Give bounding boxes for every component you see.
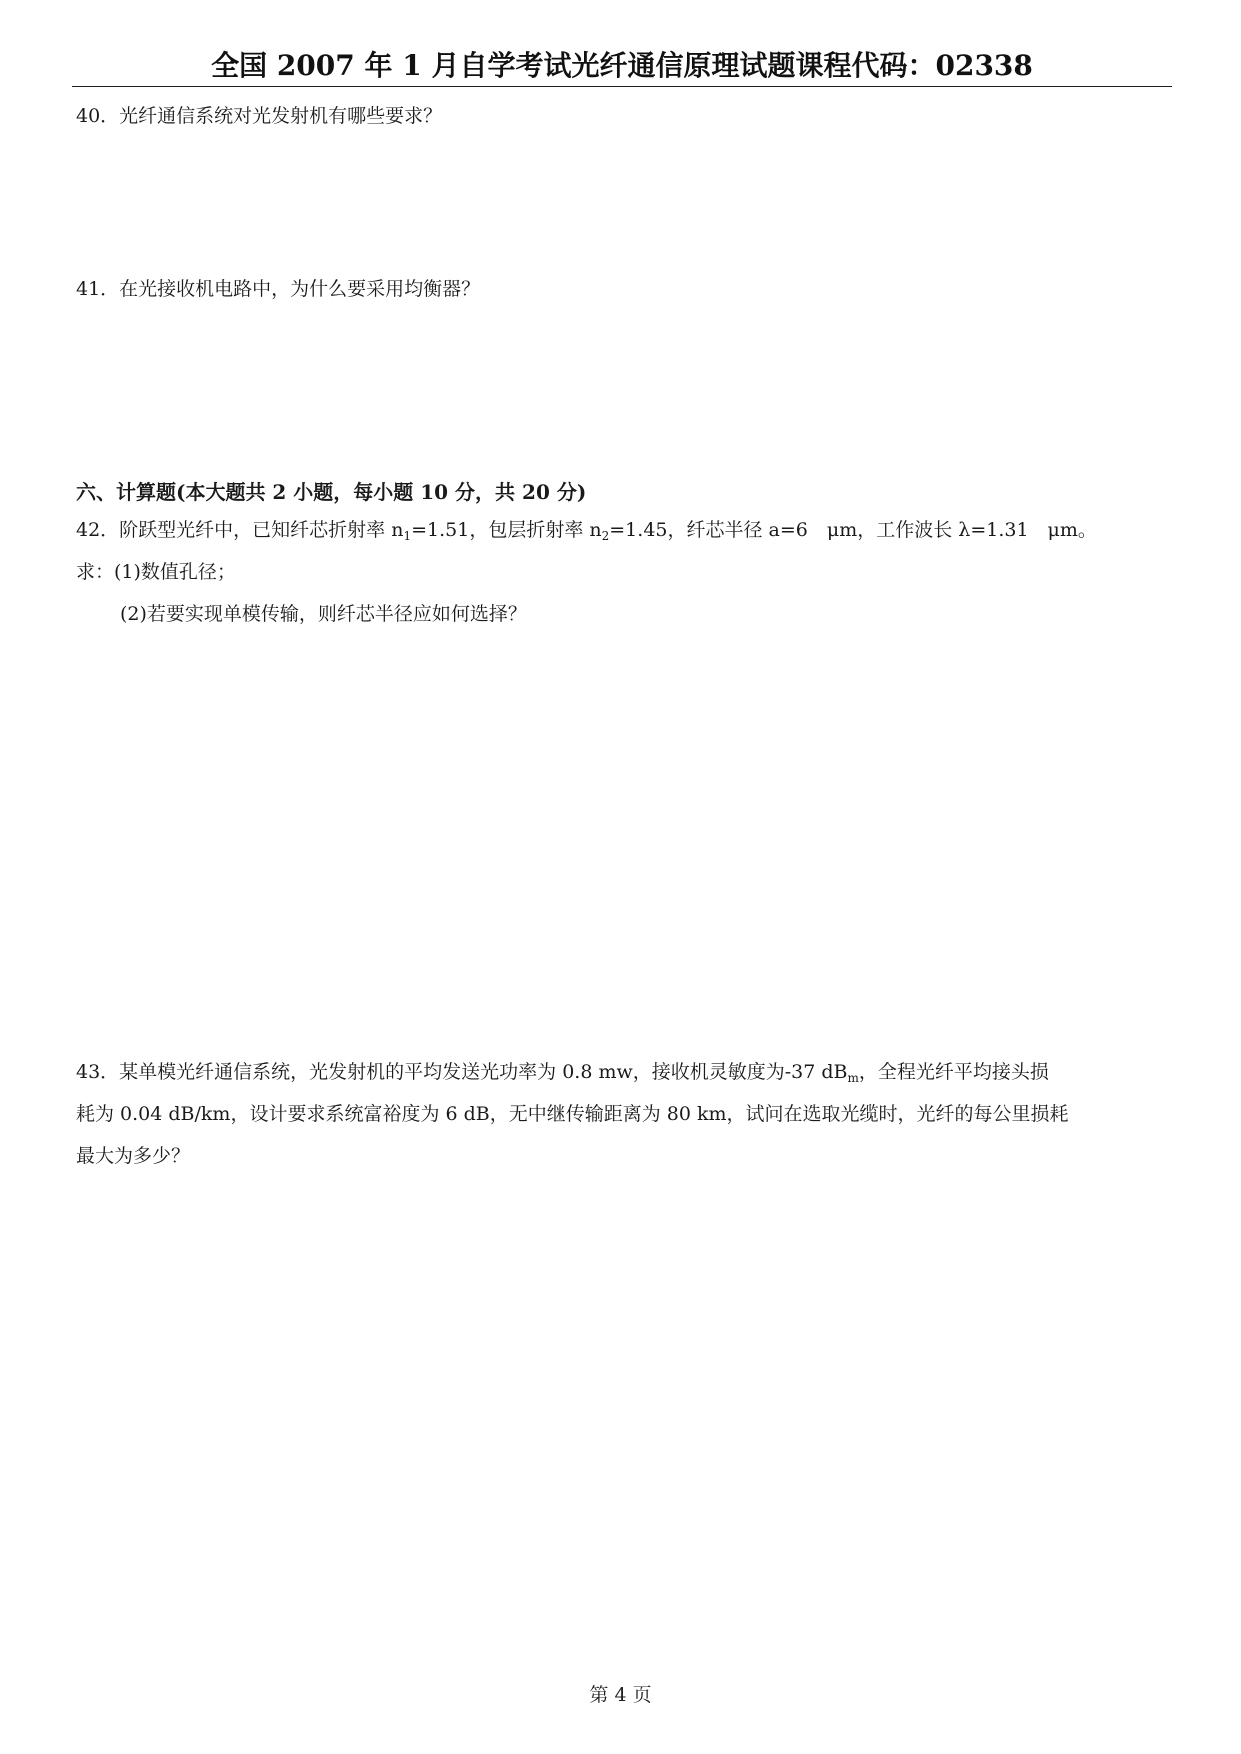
q43-text-b: ，全程光纤平均接头损 [858, 1061, 1049, 1083]
q42-text-b: =1.51，包层折射率 n [411, 519, 602, 541]
question-43-line-1 [76, 1051, 1176, 1093]
question-41: 41．在光接收机电路中，为什么要采用均衡器？ [76, 278, 481, 300]
header-divider [72, 86, 1172, 87]
question-42-line-3: (2)若要实现单模传输，则纤芯半径应如何选择？ [120, 603, 527, 625]
section-heading-calculation: 六、计算题(本大题共 2 小题，每小题 10 分，共 20 分) [76, 480, 587, 504]
question-42-line-2: 求：(1)数值孔径； [76, 561, 236, 583]
q42-subscript-2: 2 [601, 529, 610, 543]
q42-text-c: =1.45，纤芯半径 a=6 μm，工作波长 λ=1.31 μm。 [609, 519, 1097, 541]
page-title: 全国 2007 年 1 月自学考试光纤通信原理试题课程代码：02338 [211, 49, 1033, 82]
question-42-line-1 [76, 509, 1176, 551]
page-number: 第 4 页 [589, 1684, 652, 1706]
question-43-line-2: 耗为 0.04 dB/km，设计要求系统富裕度为 6 dB，无中继传输距离为 80 km，试问在选取光缆时，光纤的每公里损耗 [76, 1103, 1069, 1125]
question-40: 40．光纤通信系统对光发射机有哪些要求？ [76, 105, 443, 127]
q42-text-a: 42．阶跃型光纤中，已知纤芯折射率 n [76, 519, 404, 541]
q42-subscript-1: 1 [403, 529, 412, 543]
q43-subscript-m: m [847, 1071, 859, 1085]
question-43-line-3: 最大为多少？ [76, 1145, 191, 1167]
q43-text-a: 43．某单模光纤通信系统，光发射机的平均发送光功率为 0.8 mw，接收机灵敏度为-37 dB [76, 1061, 848, 1083]
